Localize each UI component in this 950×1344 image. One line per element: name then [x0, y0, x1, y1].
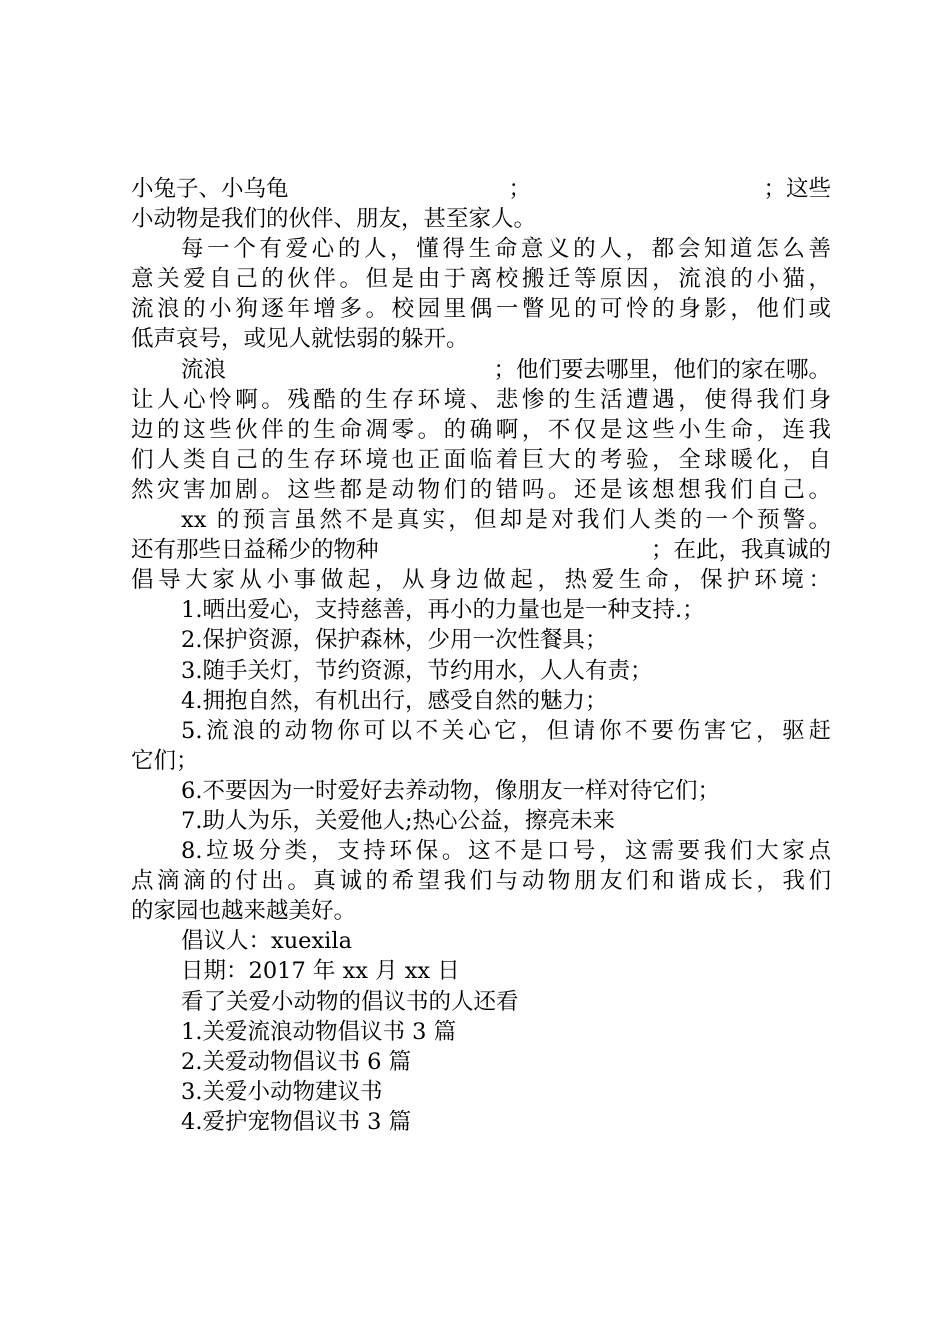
related-link[interactable]: 2.关爱动物倡议书 6 篇: [181, 1048, 412, 1075]
text-fragment: 流浪: [181, 356, 227, 383]
proposer-line: 倡议人：xuexila: [181, 928, 352, 955]
text-line: 它们；: [131, 747, 199, 774]
text-fragment: ；: [508, 176, 532, 202]
list-item: 6.不要因为一时爱好去养动物，像朋友一样对待它们；: [181, 777, 720, 804]
text-line: 然灾害加剧。这些都是动物们的错吗。还是该想想我们自己。: [131, 476, 831, 503]
text-line: 们人类自己的生存环境也正面临着巨大的考验，全球暖化，自: [131, 446, 831, 473]
text-line: 点滴滴的付出。真诚的希望我们与动物朋友们和谐成长，我们: [131, 868, 831, 895]
text-fragment: ；在此，我真诚的: [650, 537, 831, 564]
list-item: 4.拥抱自然，有机出行，感受自然的魅力；: [181, 687, 608, 714]
text-line: 倡导大家从小事做起，从身边做起，热爱生命，保护环境：: [131, 567, 831, 594]
list-item: 3.随手关灯，节约资源，节约用水，人人有责；: [181, 657, 653, 684]
list-item: 7.助人为乐，关爱他人;热心公益，擦亮未来: [181, 807, 616, 834]
date-line: 日期：2017 年 xx 月 xx 日: [181, 958, 460, 985]
related-link[interactable]: 3.关爱小动物建议书: [181, 1078, 383, 1105]
text-line: 意关爱自己的伙伴。但是由于离校搬迁等原因，流浪的小猫，: [131, 266, 831, 293]
text-line: 的家园也越来越美好。: [131, 898, 357, 925]
text-line: 流浪的小狗逐年增多。校园里偶一瞥见的可怜的身影，他们或: [131, 296, 831, 323]
list-item: 1.晒出爱心，支持慈善，再小的力量也是一种支持.；: [181, 597, 705, 624]
related-link[interactable]: 4.爱护宠物倡议书 3 篇: [181, 1108, 412, 1135]
text-fragment: ；这些: [763, 176, 831, 202]
text-line: 边的这些伙伴的生命凋零。的确啊，不仅是这些小生命，连我: [131, 416, 831, 443]
text-line: 每一个有爱心的人，懂得生命意义的人，都会知道怎么善: [181, 236, 831, 263]
text-line: 小动物是我们的伙伴、朋友，甚至家人。: [131, 206, 537, 233]
list-item: 5.流浪的动物你可以不关心它，但请你不要伤害它，驱赶: [181, 717, 831, 744]
document-body: [131, 174, 831, 1137]
text-fragment: 还有那些日益稀少的物种: [131, 537, 379, 564]
text-line: 让人心怜啊。残酷的生存环境、悲惨的生活遭遇，使得我们身: [131, 386, 831, 413]
text-fragment: 小兔子、小乌龟: [131, 176, 289, 202]
text-fragment: ；他们要去哪里，他们的家在哪。: [493, 356, 831, 383]
related-link[interactable]: 1.关爱流浪动物倡议书 3 篇: [181, 1018, 457, 1045]
text-line: [131, 355, 831, 385]
list-item: 8.垃圾分类，支持环保。这不是口号，这需要我们大家点: [181, 838, 831, 865]
related-heading: 看了关爱小动物的倡议书的人还看: [181, 988, 519, 1015]
text-line: [131, 174, 831, 204]
text-line: 低声哀号，或见人就怯弱的躲开。: [131, 326, 469, 353]
text-line: [131, 535, 831, 565]
text-line: xx 的预言虽然不是真实，但却是对我们人类的一个预警。: [181, 507, 831, 534]
list-item: 2.保护资源，保护森林，少用一次性餐具；: [181, 627, 608, 654]
